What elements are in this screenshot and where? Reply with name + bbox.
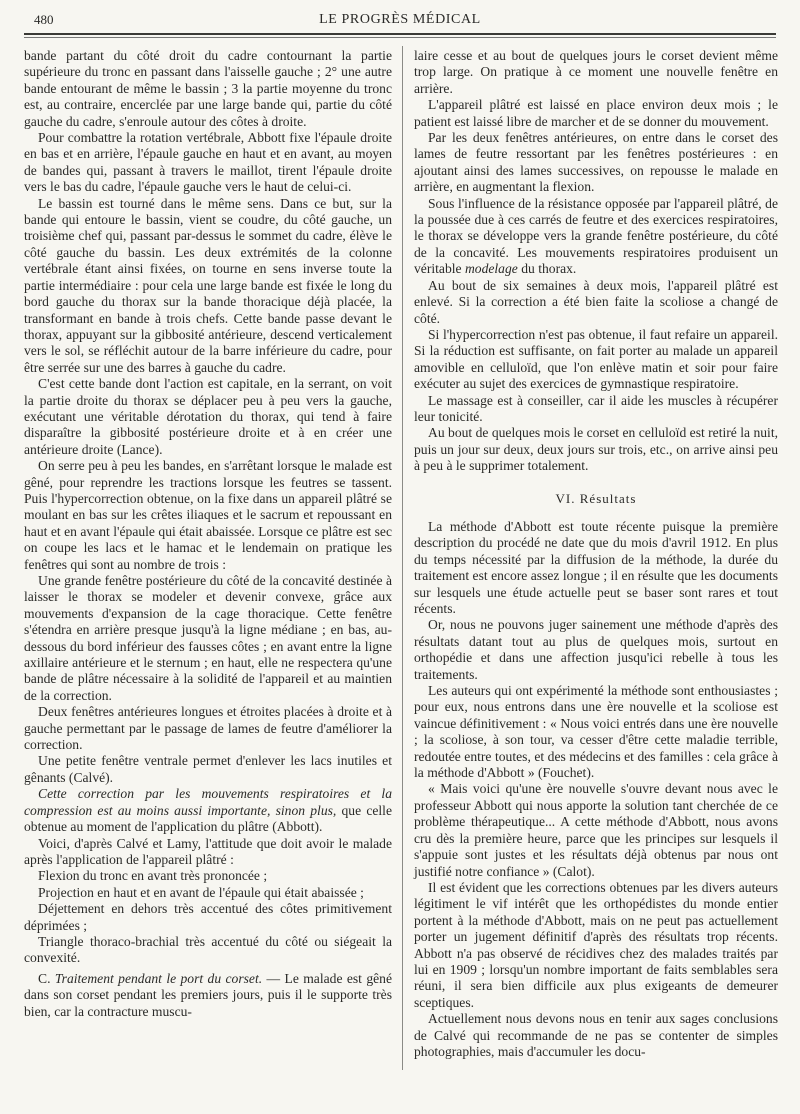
paragraph: Au bout de quelques mois le corset en celluloïd est retiré la nuit, puis un jour sur deux, deux jours sur trois, etc., on arrive ainsi peu à peu à le supprimer totalement. (414, 425, 778, 474)
paragraph: « Mais voici qu'une ère nouvelle s'ouvre devant nous avec le professeur Abbott qui nous apporte la solution tant cherchée de ce problème thérapeutique... A cette méthode d'Abbott, nous avons cru dès la première heure, parce que les principes sur lesquels il s'appuie sont justes et les résultats déjà obtenus par nous ont justifié notre confiance » (Calot). (414, 781, 778, 879)
paragraph-text: Sous l'influence de la résistance opposée par l'appareil plâtré, de la poussée due à ces carrés de feutre et des exercices respiratoires, le thorax se développe vers la grande fenêtre postérieure, du côté de la concavité. Les mouvements respiratoires produisent un véritable (414, 195, 778, 277)
paragraph: Les auteurs qui ont expérimenté la méthode sont enthousiastes ; pour eux, nous entrons dans une ère nouvelle et la scoliose est vaincue définitivement : « Nous voici entrés dans une ère nouvelle ; la scoliose, à son tour, va cesser d'être cette maladie terrible, redoutée entre toutes, et des médecins et des familles : cela grâce à la méthode d'Abbott » (Fouchet). (414, 683, 778, 781)
paragraph: Voici, d'après Calvé et Lamy, l'attitude que doit avoir le malade après l'application de l'appareil plâtré : (24, 835, 392, 867)
header-rule (24, 33, 776, 35)
paragraph: Par les deux fenêtres antérieures, on entre dans le corset des lames de feutre ressortant par les fenêtres postérieures : en ajoutant ainsi des lames successives, on repousse le malade en arrière, en augmentant la flexion. (414, 130, 778, 195)
header-rule-thin (24, 37, 776, 38)
list-item: Flexion du tronc en avant très prononcée ; (38, 868, 268, 884)
paragraph: On serre peu à peu les bandes, en s'arrêtant lorsque le malade est gêné, pour reprendre les tractions lorsque les feutres se tassent. Puis l'hypercorrection obtenue, on la fixe dans un appareil plâtré se moulant en bas sur les crêtes iliaques et le sacrum et repoussant en haut et en avant l'épaule qui était abaissée. Lorsque ce plâtre est sec on coupe les lacs et le hamac et le lendemain on pratique les fenêtres qui sont au nombre de trois : (24, 458, 392, 572)
paragraph: Une grande fenêtre postérieure du côté de la concavité destinée à laisser le thorax se modeler et devenir convexe, grâce aux mouvements d'expansion de la cage thoracique. Cette fenêtre s'étendra en arrière presque jusqu'à la ligne médiane ; en bas, au-dessous du bord inférieur des fausses côtes ; en avant entre la ligne axillaire antérieure et le sternum ; en haut, elle ne respectera qu'une bande de plâtre nécessaire à la solidité de l'appareil et au maintien de la correction. (24, 573, 392, 703)
page-header (24, 10, 776, 32)
paragraph: Deux fenêtres antérieures longues et étroites placées à droite et à gauche permettant par le passage de lames de feutre d'améliorer la correction. (24, 704, 392, 753)
paragraph: Une petite fenêtre ventrale permet d'enlever les lacs inutiles et gênants (Calvé). (24, 753, 392, 785)
paragraph: L'appareil plâtré est laissé en place environ deux mois ; le patient est laissé libre de marcher et de se donner du mouvement. (414, 97, 778, 129)
paragraph: Au bout de six semaines à deux mois, l'appareil plâtré est enlevé. Si la correction a été bien faite la scoliose a changé de côté. (414, 277, 778, 326)
paragraph-text: — Le malade est gêné dans son corset pendant les premiers jours, puis il le supporte très bien, car la contracture muscu- (24, 970, 392, 1019)
journal-title: LE PROGRÈS MÉDICAL (319, 12, 481, 27)
paragraph: Si l'hypercorrection n'est pas obtenue, il faut refaire un appareil. Si la réduction est suffisante, on fait porter au malade un appareil amovible en celluloïd, que l'on enlève matin et soir pour faire exécuter au sujet des exercices de gymnastique respiratoire. (414, 326, 778, 392)
paragraph: Or, nous ne pouvons juger sainement une méthode d'après des résultats datant tout au plus de quelques mois, surtout en orthopédie et dans une affection jusqu'ici rebelle à tous les traitements. (414, 617, 778, 682)
page-number: 480 (34, 12, 54, 27)
paragraph (414, 196, 778, 278)
paragraph-text: du thorax. (517, 261, 577, 277)
paragraph: Actuellement nous devons nous en tenir aux sages conclusions de Calvé qui recommande de ne pas se contenter de simples photographies, mais d'accumuler les docu- (414, 1011, 778, 1059)
italic-emphasis: Cette correction par les mouvements respiratoires et la compression est au moins aussi importante, sinon plus, (24, 786, 392, 818)
column-divider (402, 46, 403, 1070)
paragraph: laire cesse et au bout de quelques jours le corset devient même trop large. On pratique à ce moment une nouvelle fenêtre en arrière. (414, 48, 778, 96)
paragraph: C'est cette bande dont l'action est capitale, en la serrant, on voit la partie droite du thorax se déplacer peu à peu vers la gauche, exécutant une véritable dérotation du thorax, qui tend à faire disparaître la gibbosité postérieure droite et à en créer une antérieure droite (Lance). (24, 376, 392, 457)
list-item: Déjettement en dehors très accentué des côtes primitivement déprimées ; (24, 901, 392, 933)
subsection-label: C. (38, 970, 51, 986)
list-item: Projection en haut et en avant de l'épaule qui était abaissée ; (38, 884, 364, 900)
left-column (24, 48, 392, 1020)
italic-emphasis: modelage (464, 261, 518, 277)
paragraph: Le bassin est tourné dans le même sens. Dans ce but, sur la bande qui entoure le bassin, vient se coudre, du côté gauche, un troisième chef qui, passant par-dessus le sommet du cadre, élève le côté gauche du bassin. Les deux extrémités de la colonne vertébrale étant ainsi fixées, on tourne en sens inverse toute la partie intermédiaire : pour cela une large bande est fixée le long du bord gauche du thorax sur la bande thoracique déjà placée, la transformant en bande à trois chefs. Cette bande passe devant le thorax, appuyant sur la gibbosité antérieure, descend verticalement vers le sol, se réfléchit autour de la barre inférieure du cadre, pour être serrée sur une des barres à gauche du cadre. (24, 195, 392, 375)
subsection-paragraph (24, 971, 392, 1020)
section-heading: VI. Résultats (555, 490, 637, 506)
paragraph: bande partant du côté droit du cadre contournant la partie supérieure du tronc en passant dans l'aisselle gauche ; 2° une autre bande entourant de même le bassin ; 3 la partie moyenne du tronc est, au contraire, encerclée par une large bande qui, partie du côté gauche du cadre, s'enroule autour des côtes à droite. (24, 48, 392, 129)
list-item: Triangle thoraco-brachial très accentué du côté ou siégeait la convexité. (24, 933, 392, 966)
right-column (414, 48, 778, 1060)
subsection-title: Traitement pendant le port du corset. (54, 970, 263, 986)
paragraph: Pour combattre la rotation vertébrale, Abbott fixe l'épaule droite en bas et en arrière, l'épaule gauche en haut et en avant, au moyen de bandes qui, passant à travers le maillot, tirent l'épaule droite vers le bas du cadre, l'épaule gauche vers le haut de celui-ci. (24, 130, 392, 195)
paragraph: Le massage est à conseiller, car il aide les muscles à récupérer leur tonicité. (414, 392, 778, 424)
paragraph-text: que celle obtenue au moment de l'application du plâtre (Abbott). (24, 802, 392, 835)
paragraph (24, 786, 392, 835)
paragraph: La méthode d'Abbott est toute récente puisque la première description du procédé ne date que du mois d'avril 1912. En plus du temps nécessité par la diffusion de la méthode, la durée du traitement est encore assez longue ; il en résulte que les documents sur lesquels une étude actuelle peut se baser sont rares et tout récents. (414, 518, 778, 616)
paragraph: Il est évident que les corrections obtenues par les divers auteurs légitiment le vif intérêt que les orthopédistes du monde entier portent à la méthode d'Abbott, mais on ne peut pas actuellement porter un jugement définitif d'après des résultats trop récents. Abbott n'a pas observé de récidives chez des malades traités par lui en 1909 ; lorsqu'un nombre important de faits semblables sera réuni, il sera bien difficile aux plus exigeants de demeurer sceptiques. (414, 879, 778, 1010)
